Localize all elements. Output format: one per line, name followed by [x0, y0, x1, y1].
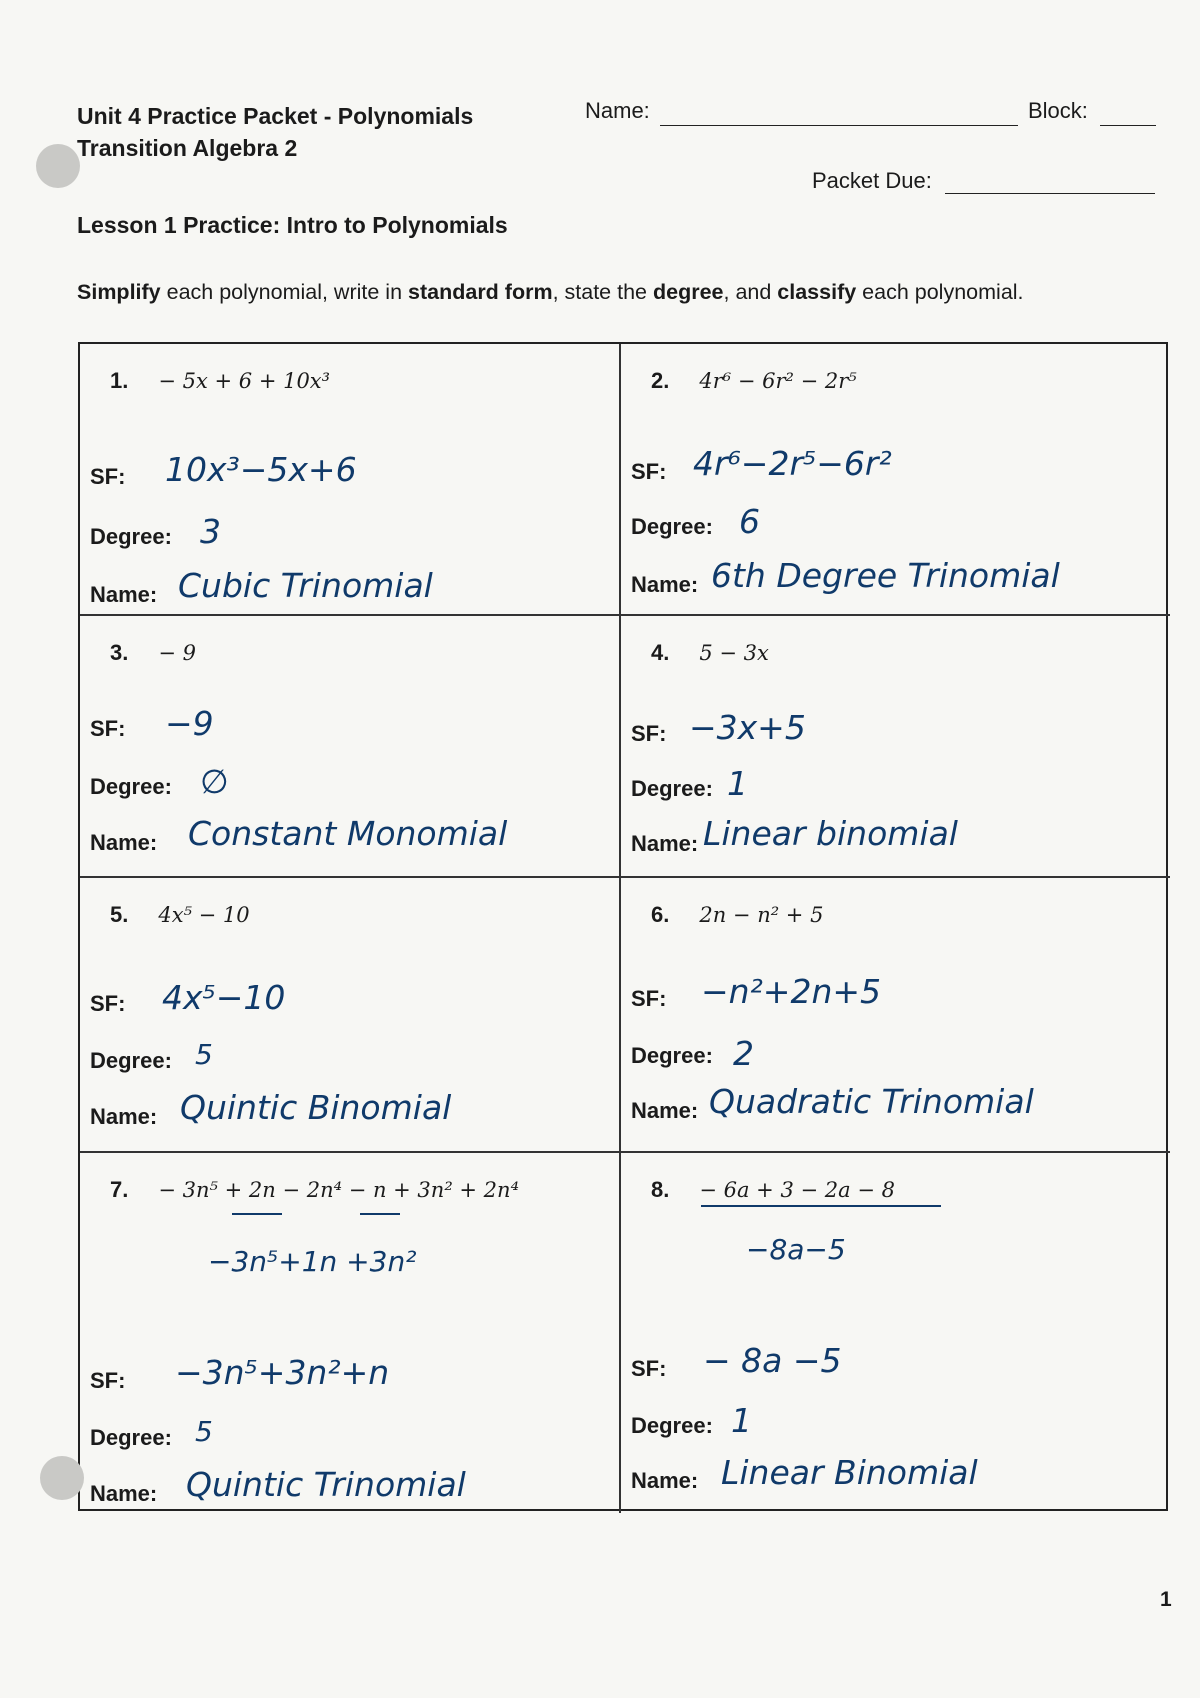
- problem-prompt: 8. − 6a + 3 − 2a − 8: [651, 1177, 895, 1202]
- name-label: Name:: [585, 98, 650, 123]
- degree-label: Degree:: [90, 774, 172, 799]
- degree-label: Degree:: [90, 1048, 172, 1073]
- work-underline: [232, 1213, 282, 1215]
- title-line-1: Unit 4 Practice Packet - Polynomials: [77, 103, 474, 129]
- name-answer: Linear binomial: [703, 814, 958, 853]
- block-field-line: [1100, 125, 1156, 126]
- packet-due-label: Packet Due:: [812, 168, 932, 193]
- degree-label: Degree:: [631, 1413, 713, 1438]
- name-label: Name:: [90, 1481, 158, 1506]
- problem-prompt: 7. − 3n⁵ + 2n − 2n⁴ − n + 3n² + 2n⁴: [110, 1177, 519, 1202]
- sf-answer: −n²+2n+5: [701, 972, 882, 1011]
- degree-answer: 1: [727, 764, 748, 803]
- problem-prompt: 3. − 9: [110, 640, 196, 665]
- sf-answer: 4x⁵−10: [162, 978, 286, 1017]
- problem-prompt: 1. − 5x + 6 + 10x³: [110, 368, 331, 393]
- name-answer: Quintic Binomial: [180, 1088, 452, 1127]
- name-answer: Quadratic Trinomial: [709, 1082, 1034, 1121]
- instructions: Simplify each polynomial, write in standard form, state the degree, and classify each polynomial.: [77, 280, 1024, 304]
- degree-answer: 5: [195, 1038, 213, 1071]
- sf-answer: 10x³−5x+6: [165, 450, 357, 489]
- name-label: Name:: [631, 1098, 699, 1123]
- degree-label: Degree:: [631, 1043, 713, 1068]
- sf-answer: 4r⁶−2r⁵−6r²: [693, 444, 892, 483]
- sf-label: SF:: [90, 716, 126, 741]
- problem-prompt: 5. 4x⁵ − 10: [110, 902, 250, 927]
- page-number: 1: [1160, 1588, 1172, 1611]
- name-label: Name:: [631, 1468, 699, 1493]
- name-label: Name:: [631, 572, 699, 597]
- sf-answer: −3x+5: [689, 708, 806, 747]
- sf-label: SF:: [631, 459, 667, 484]
- degree-label: Degree:: [631, 776, 713, 801]
- name-label: Name:: [90, 1104, 158, 1129]
- work-answer: −3n⁵+1n +3n²: [208, 1245, 417, 1278]
- degree-answer: 3: [200, 512, 221, 551]
- problem-cell-1: [80, 344, 621, 616]
- name-answer: Quintic Trinomial: [186, 1465, 466, 1504]
- degree-label: Degree:: [90, 524, 172, 549]
- problem-prompt: 6. 2n − n² + 5: [651, 902, 824, 927]
- degree-answer: 1: [731, 1401, 752, 1440]
- name-label: Name:: [90, 830, 158, 855]
- problem-cell-2: [621, 344, 1170, 616]
- punch-hole: [40, 1456, 84, 1500]
- sf-label: SF:: [631, 721, 667, 746]
- sf-answer: −9: [165, 704, 214, 743]
- degree-answer: ∅: [200, 762, 229, 801]
- block-label: Block:: [1028, 98, 1088, 123]
- title-line-2: Transition Algebra 2: [77, 135, 298, 162]
- degree-answer: 2: [733, 1034, 754, 1073]
- degree-label: Degree:: [90, 1425, 172, 1450]
- sf-label: SF:: [631, 986, 667, 1011]
- degree-label: Degree:: [631, 514, 713, 539]
- problem-prompt: 2. 4r⁶ − 6r² − 2r⁵: [651, 368, 857, 393]
- work-underline: [360, 1213, 400, 1215]
- punch-hole: [36, 144, 80, 188]
- problem-cell-7: [80, 1153, 621, 1513]
- work-answer: −8a−5: [746, 1233, 846, 1266]
- problem-cell-3: [80, 616, 621, 878]
- sf-label: SF:: [90, 464, 126, 489]
- problem-prompt: 4. 5 − 3x: [651, 640, 769, 665]
- problem-cell-8: [621, 1153, 1170, 1513]
- sf-label: SF:: [90, 991, 126, 1016]
- name-answer: 6th Degree Trinomial: [711, 556, 1060, 595]
- name-label: Name:: [90, 582, 158, 607]
- lesson-title: Lesson 1 Practice: Intro to Polynomials: [77, 212, 508, 238]
- sf-label: SF:: [90, 1368, 126, 1393]
- problem-cell-6: [621, 878, 1170, 1153]
- packet-title: [77, 100, 473, 164]
- degree-answer: 6: [739, 502, 760, 541]
- name-field-line: [660, 125, 1018, 126]
- sf-answer: − 8a −5: [703, 1341, 842, 1380]
- name-label: Name:: [631, 831, 699, 856]
- sf-label: SF:: [631, 1356, 667, 1381]
- name-answer: Linear Binomial: [721, 1453, 978, 1492]
- name-answer: Cubic Trinomial: [178, 566, 433, 605]
- problem-cell-4: [621, 616, 1170, 878]
- packet-due-line: [945, 193, 1155, 194]
- problem-cell-5: [80, 878, 621, 1153]
- sf-answer: −3n⁵+3n²+n: [175, 1353, 390, 1392]
- problem-grid: [78, 342, 1168, 1511]
- work-underline: [701, 1205, 941, 1207]
- name-answer: Constant Monomial: [188, 814, 508, 853]
- degree-answer: 5: [195, 1415, 213, 1448]
